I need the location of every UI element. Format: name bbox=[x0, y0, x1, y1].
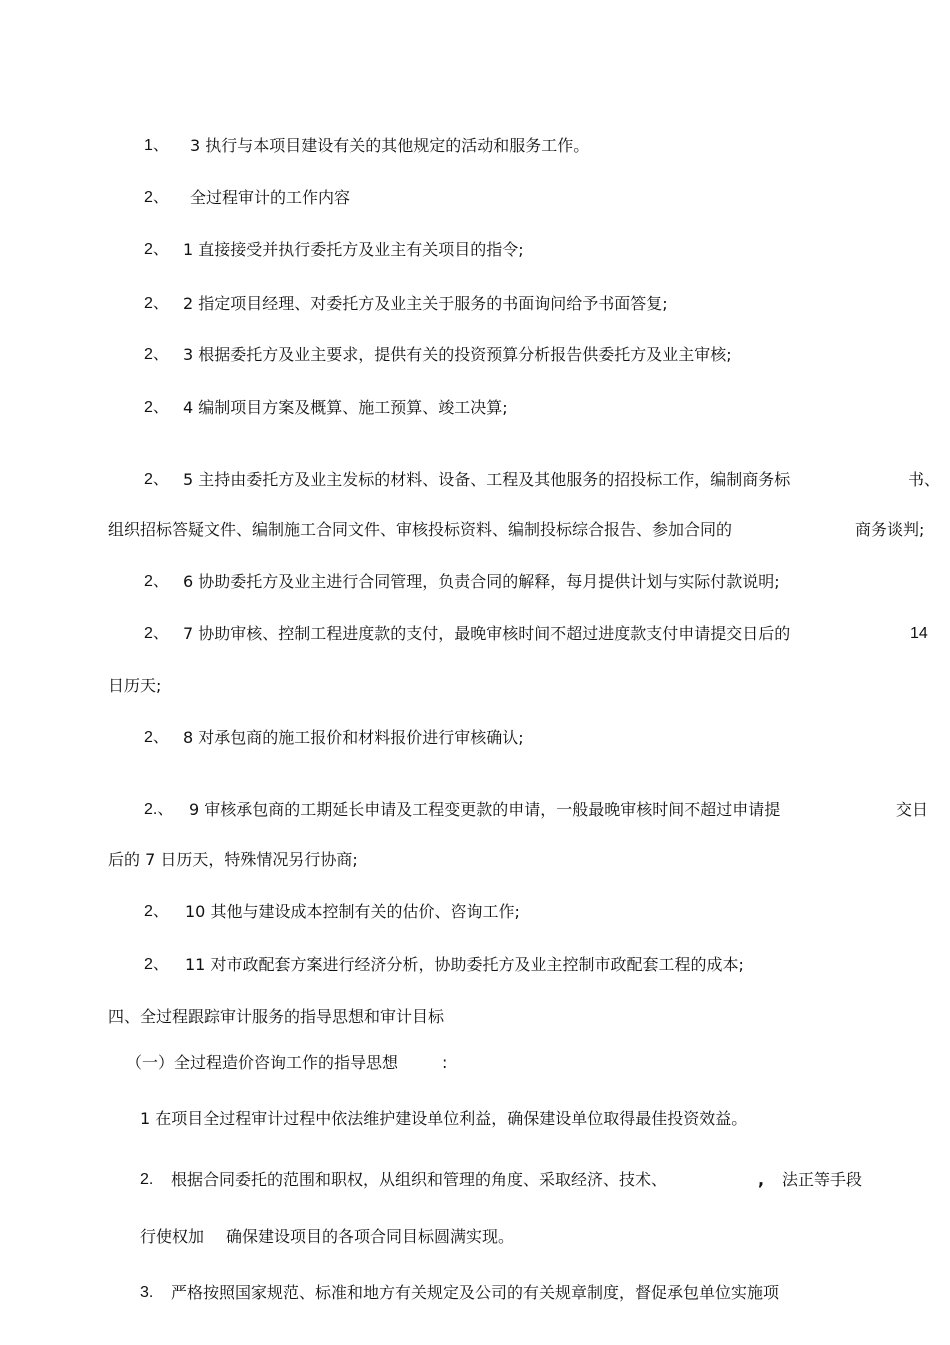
paragraph-line: 10 其他与建设成本控制有关的估价、咨询工作; bbox=[185, 902, 520, 921]
paragraph-line: 2 指定项目经理、对委托方及业主关于服务的书面询问给予书面答复; bbox=[183, 294, 668, 313]
paragraph-line: 日历天; bbox=[108, 676, 162, 695]
paragraph-line: 后的 7 日历天，特殊情况另行协商; bbox=[108, 850, 358, 869]
subsection-heading-colon: : bbox=[442, 1053, 448, 1072]
paragraph-line: 6 协助委托方及业主进行合同管理，负责合同的解释，每月提供计划与实际付款说明; bbox=[183, 572, 780, 591]
chapter-heading: 四、全过程跟踪审计服务的指导思想和审计目标 bbox=[108, 1007, 445, 1026]
item-number: 2、 bbox=[144, 956, 169, 973]
paragraph-line: 3 执行与本项目建设有关的其他规定的活动和服务工作。 bbox=[190, 136, 590, 155]
paragraph-line-tail: 14 bbox=[910, 625, 928, 642]
paragraph-line: 严格按照国家规范、标准和地方有关规定及公司的有关规章制度，督促承包单位实施项 bbox=[171, 1283, 780, 1302]
section-heading: 全过程审计的工作内容 bbox=[190, 188, 351, 207]
paragraph-line: 根据合同委托的范围和职权，从组织和管理的角度、采取经济、技术、 bbox=[171, 1170, 668, 1189]
paragraph-line: 7 协助审核、控制工程进度款的支付，最晚审核时间不超过进度款支付申请提交日后的 bbox=[183, 624, 791, 643]
item-number: 2、 bbox=[144, 189, 169, 206]
paragraph-line-tail: 法正等手段 bbox=[782, 1170, 863, 1189]
item-number: 2、 bbox=[144, 573, 169, 590]
item-number: 2、 bbox=[144, 295, 169, 312]
item-number: 2、 bbox=[144, 346, 169, 363]
paragraph-line-comma: , bbox=[758, 1170, 765, 1189]
paragraph-line: 9 审核承包商的工期延长申请及工程变更款的申请，一般最晚审核时间不超过申请提 bbox=[189, 800, 781, 819]
paragraph-line-tail: 交日 bbox=[896, 800, 929, 819]
paragraph-line-tail: 确保建设项目的各项合同目标圆满实现。 bbox=[226, 1227, 515, 1246]
item-number: 2、 bbox=[144, 903, 169, 920]
item-number: 2、 bbox=[144, 241, 169, 258]
paragraph-line: 1 在项目全过程审计过程中依法维护建设单位利益，确保建设单位取得最佳投资效益。 bbox=[140, 1109, 748, 1128]
item-number: 2. bbox=[140, 1171, 154, 1188]
paragraph-line: 1 直接接受并执行委托方及业主有关项目的指令; bbox=[183, 240, 524, 259]
paragraph-line: 3 根据委托方及业主要求，提供有关的投资预算分析报告供委托方及业主审核; bbox=[183, 345, 732, 364]
paragraph-line: 行使权加 bbox=[140, 1227, 205, 1246]
paragraph-line: 8 对承包商的施工报价和材料报价进行审核确认; bbox=[183, 728, 524, 747]
paragraph-line: 组织招标答疑文件、编制施工合同文件、审核投标资料、编制投标综合报告、参加合同的 bbox=[108, 520, 733, 539]
paragraph-line: 5 主持由委托方及业主发标的材料、设备、工程及其他服务的招投标工作，编制商务标 bbox=[183, 470, 791, 489]
subsection-heading: （一）全过程造价咨询工作的指导思想 bbox=[126, 1053, 399, 1072]
item-number: 2、 bbox=[144, 625, 169, 642]
paragraph-line: 11 对市政配套方案进行经济分析，协助委托方及业主控制市政配套工程的成本; bbox=[185, 955, 744, 974]
item-number: 2.、 bbox=[144, 801, 174, 818]
item-number: 1、 bbox=[144, 137, 169, 154]
item-number: 3. bbox=[140, 1284, 154, 1301]
paragraph-line: 4 编制项目方案及概算、施工预算、竣工决算; bbox=[183, 398, 508, 417]
item-number: 2、 bbox=[144, 471, 169, 488]
paragraph-line-tail: 书、 bbox=[908, 470, 941, 489]
item-number: 2、 bbox=[144, 399, 169, 416]
paragraph-line-tail: 商务谈判; bbox=[855, 520, 925, 539]
item-number: 2、 bbox=[144, 729, 169, 746]
